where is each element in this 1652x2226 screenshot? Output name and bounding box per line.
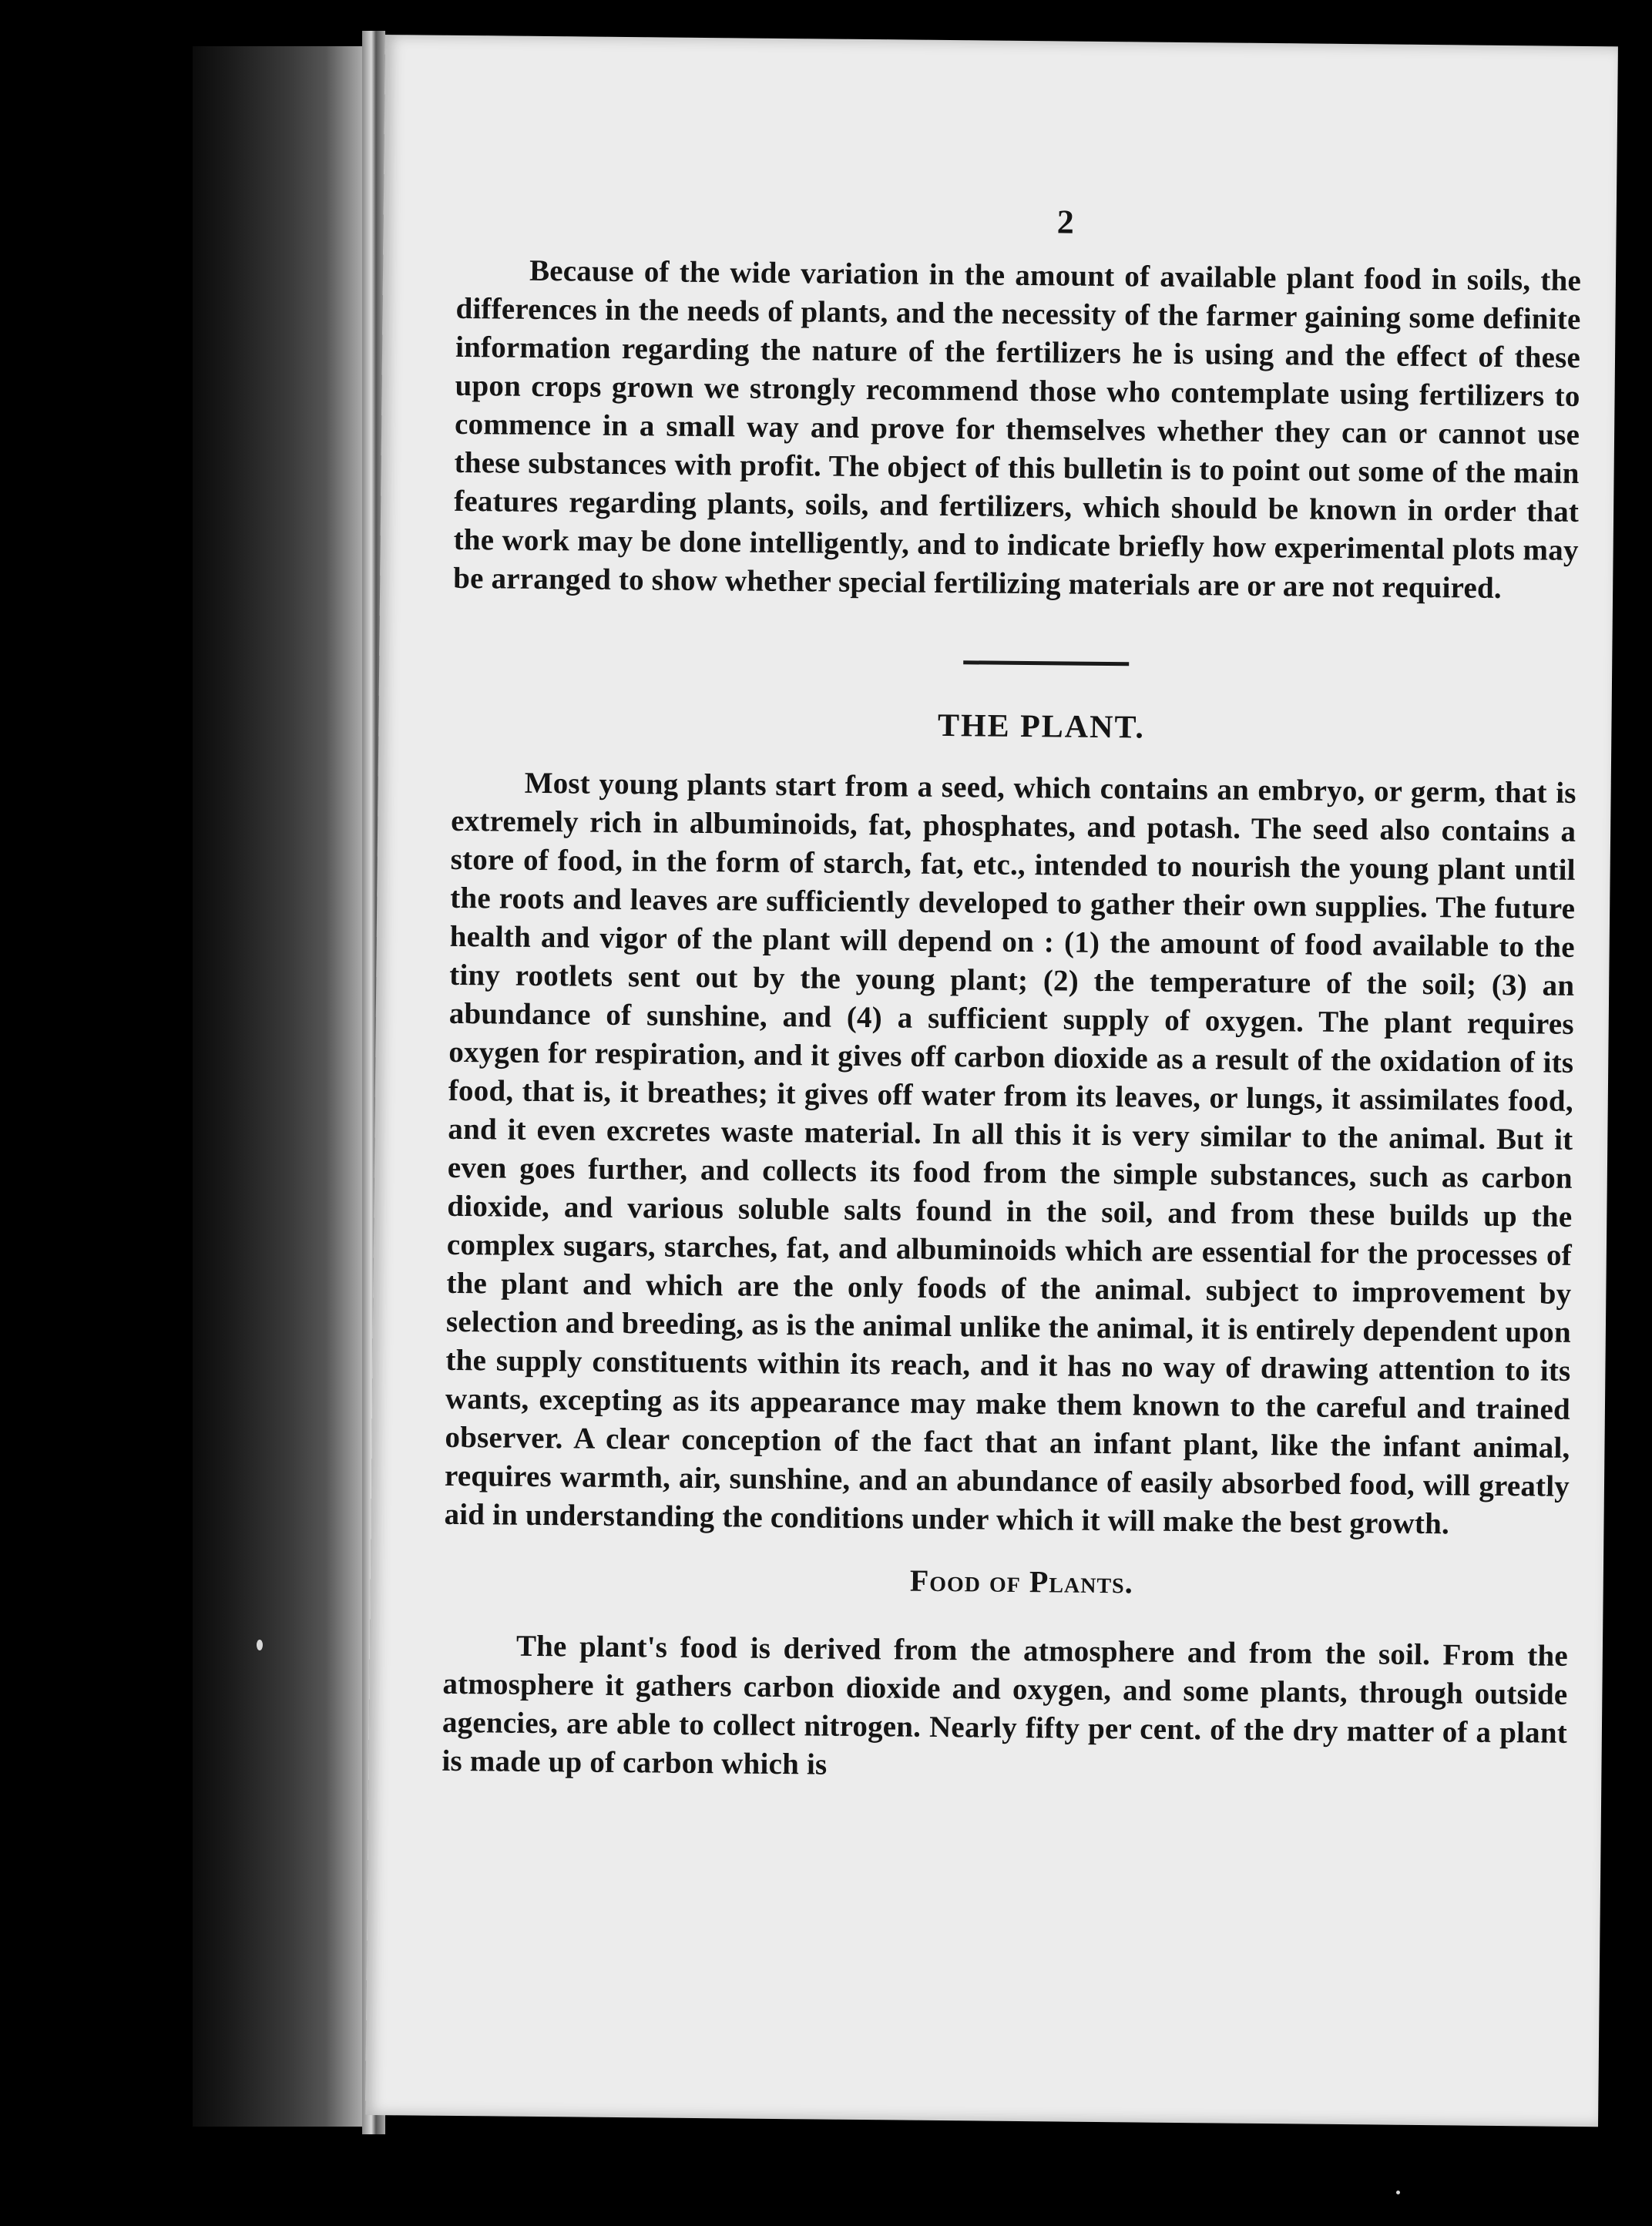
intro-paragraph: Because of the wide variation in the amount of available plant food in soils, the differences in the needs of plants, and the necessity of the farmer gaining some definite information regarding the nature of the fertilizers he is using and the effect of these upon crops grown we strongly recommend those who contemplate using fertilizers to commence in a small way and prove for themselves whether they can or cannot use these substances with profit. The object of this bulletin is to point out some of the main features regarding plants, soils, and fertilizers, which should be known in order that the work may be done intelligently, and to indicate briefly how experimental plots may be arranged to show whether special fertilizing materials are or are not required. (453, 253, 1582, 605)
plant-paragraph: Most young plants start from a seed, which contains an embryo, or germ, that is extremely rich in albuminoids, fat, phosphates, and potash. The seed also contains a store of food, in the form of starch, fat, etc., intended to nourish the young plant until the roots and leaves are sufficiently developed to gather their own supplies. The future health and vigor of the plant will depend on : (1) the amount of food available to the tiny rootlets sent out by the young plant; (2) the temperature of the soil; (3) an abundance of sunshine, and (4) a sufficient supply of oxygen. The plant requires oxygen for respiration, and it gives off carbon dioxide as a result of the oxidation of its food, that is, it breathes; it gives off water from its leaves, or lungs, it assimilates food, and it even excretes waste material. In all this it is very similar to the animal. But it even goes further, and collects its food from the simple substances, such as carbon dioxide, and various soluble salts found in the soil, and from these builds up the complex sugars, starches, fat, and albuminoids which are essential for the processes of the plant and which are the only foods of the animal. subject to improvement by selection and breeding, as is the animal unlike the animal, it is entirely dependent upon the supply constituents within its reach, and it has no way of drawing attention to its wants, excepting as its appearance may make them known to the careful and trained observer. A clear conception of the fact that an infant plant, like the infant animal, requires warmth, air, sunshine, and an abundance of easily absorbed food, will greatly aid in understanding the conditions under which it will make the best growth. (444, 766, 1576, 1541)
subsection-title: Food of Plants. (909, 1563, 1133, 1600)
page-number: 2 (1056, 203, 1074, 241)
page-content (442, 197, 1582, 1791)
book-page (365, 35, 1618, 2127)
section-divider (963, 660, 1129, 666)
section-title: THE PLANT. (937, 707, 1146, 746)
book-binding (193, 46, 370, 2127)
scan-speck (257, 1640, 263, 1650)
food-paragraph: The plant's food is derived from the atmosphere and from the soil. From the atmosphere it gathers carbon dioxide and oxygen, and some plants, through outside agencies, are able to collect nitrogen. Nearly fifty per cent. of the dry matter of a plant is made up of carbon which is (442, 1629, 1569, 1781)
scan-speck (1396, 2191, 1400, 2194)
